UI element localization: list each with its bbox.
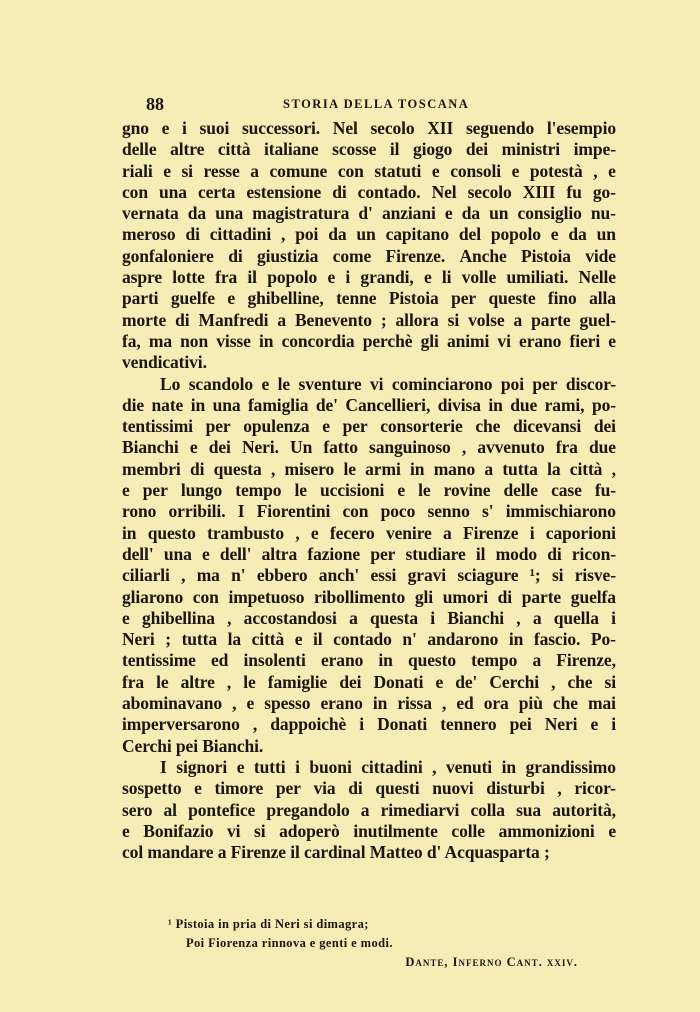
- text-line: in questo trambusto , e fecero venire a Firenze i caporioni: [122, 522, 616, 543]
- page-header: [146, 94, 616, 116]
- body-text: [122, 118, 616, 863]
- text-line: riali e si resse a comune con statuti e consoli e potestà , e: [122, 160, 616, 181]
- page-number: 88: [146, 94, 164, 114]
- text-line: Neri ; tutta la città e il contado n' andarono in fascio. Po-: [122, 629, 616, 650]
- text-line: gno e i suoi successori. Nel secolo XII seguendo l'esempio: [122, 118, 616, 138]
- text-line: imperversarono , dappoichè i Donati tennero pei Neri e i: [122, 714, 616, 735]
- text-line: membri di questa , misero le armi in mano a tutta la città ,: [122, 458, 616, 479]
- footnote-line-2: Poi Fiorenza rinnova e genti e modi.: [186, 936, 393, 950]
- text-line: e ghibellina , accostandosi a questa i Bianchi , a quella i: [122, 607, 616, 628]
- text-line: Cerchi pei Bianchi.: [122, 735, 264, 756]
- text-line: fa, ma non visse in concordia perchè gli animi vi erano fieri e: [122, 330, 616, 351]
- text-line: morte di Manfredi a Benevento ; allora si volse a parte guel-: [122, 309, 616, 330]
- text-line: e per lungo tempo le uccisioni e le rovine delle case fu-: [122, 480, 616, 501]
- text-line: ciliarli , ma n' ebbero anch' essi gravi sciagure ¹; si risve-: [122, 565, 616, 586]
- text-line: abominavano , e spesso erano in rissa , ed ora più che mai: [122, 693, 616, 714]
- text-line: vernata da una magistratura d' anziani e da un consiglio nu-: [122, 203, 616, 224]
- text-line: rono orribili. I Fiorentini con poco senno s' immischiarono: [122, 501, 616, 522]
- text-line: tentissime ed insolenti erano in questo tempo a Firenze,: [122, 650, 616, 671]
- text-line: delle altre città italiane scosse il giogo dei ministri impe-: [122, 139, 616, 160]
- text-line: Lo scandolo e le sventure vi cominciarono poi per discor-: [160, 373, 616, 394]
- text-line: aspre lotte fra il popolo e i grandi, e li volle umiliati. Nelle: [122, 267, 616, 288]
- text-line: vendicativi.: [122, 352, 207, 373]
- text-line: meroso di cittadini , poi da un capitano del popolo e da un: [122, 224, 616, 245]
- text-line: Bianchi e dei Neri. Un fatto sanguinoso , avvenuto fra due: [122, 437, 616, 458]
- text-line: sospetto e timore per via di questi nuovi disturbi , ricor-: [122, 778, 616, 799]
- text-line: dell' una e dell' altra fazione per studiare il modo di ricon-: [122, 543, 616, 564]
- text-line: tentissimi per opulenza e per consorterie che dicevansi dei: [122, 416, 616, 437]
- text-line: col mandare a Firenze il cardinal Matteo d' Acquasparta ;: [122, 842, 550, 863]
- text-line: die nate in una famiglia de' Cancellieri, divisa in due rami, po-: [122, 394, 616, 415]
- footnote-citation: Dante, Inferno Cant. xxiv.: [405, 955, 578, 969]
- footnote-line-1: ¹ Pistoia in pria di Neri si dimagra;: [168, 917, 369, 931]
- running-title: STORIA DELLA TOSCANA: [283, 97, 470, 111]
- footnote: [168, 915, 588, 972]
- text-line: sero al pontefice pregandolo a rimediarvi colla sua autorità,: [122, 799, 616, 820]
- text-line: I signori e tutti i buoni cittadini , venuti in grandissimo: [160, 756, 616, 777]
- text-line: e Bonifazio vi si adoperò inutilmente colle ammonizioni e: [122, 820, 616, 841]
- text-line: gliarono con impetuoso ribollimento gli umori di parte guelfa: [122, 586, 616, 607]
- text-line: parti guelfe e ghibelline, tenne Pistoia per queste fino alla: [122, 288, 616, 309]
- text-line: con una certa estensione di contado. Nel secolo XIII fu go-: [122, 181, 616, 202]
- text-line: fra le altre , le famiglie dei Donati e de' Cerchi , che si: [122, 671, 616, 692]
- text-line: gonfaloniere di giustizia come Firenze. Anche Pistoia vide: [122, 245, 616, 266]
